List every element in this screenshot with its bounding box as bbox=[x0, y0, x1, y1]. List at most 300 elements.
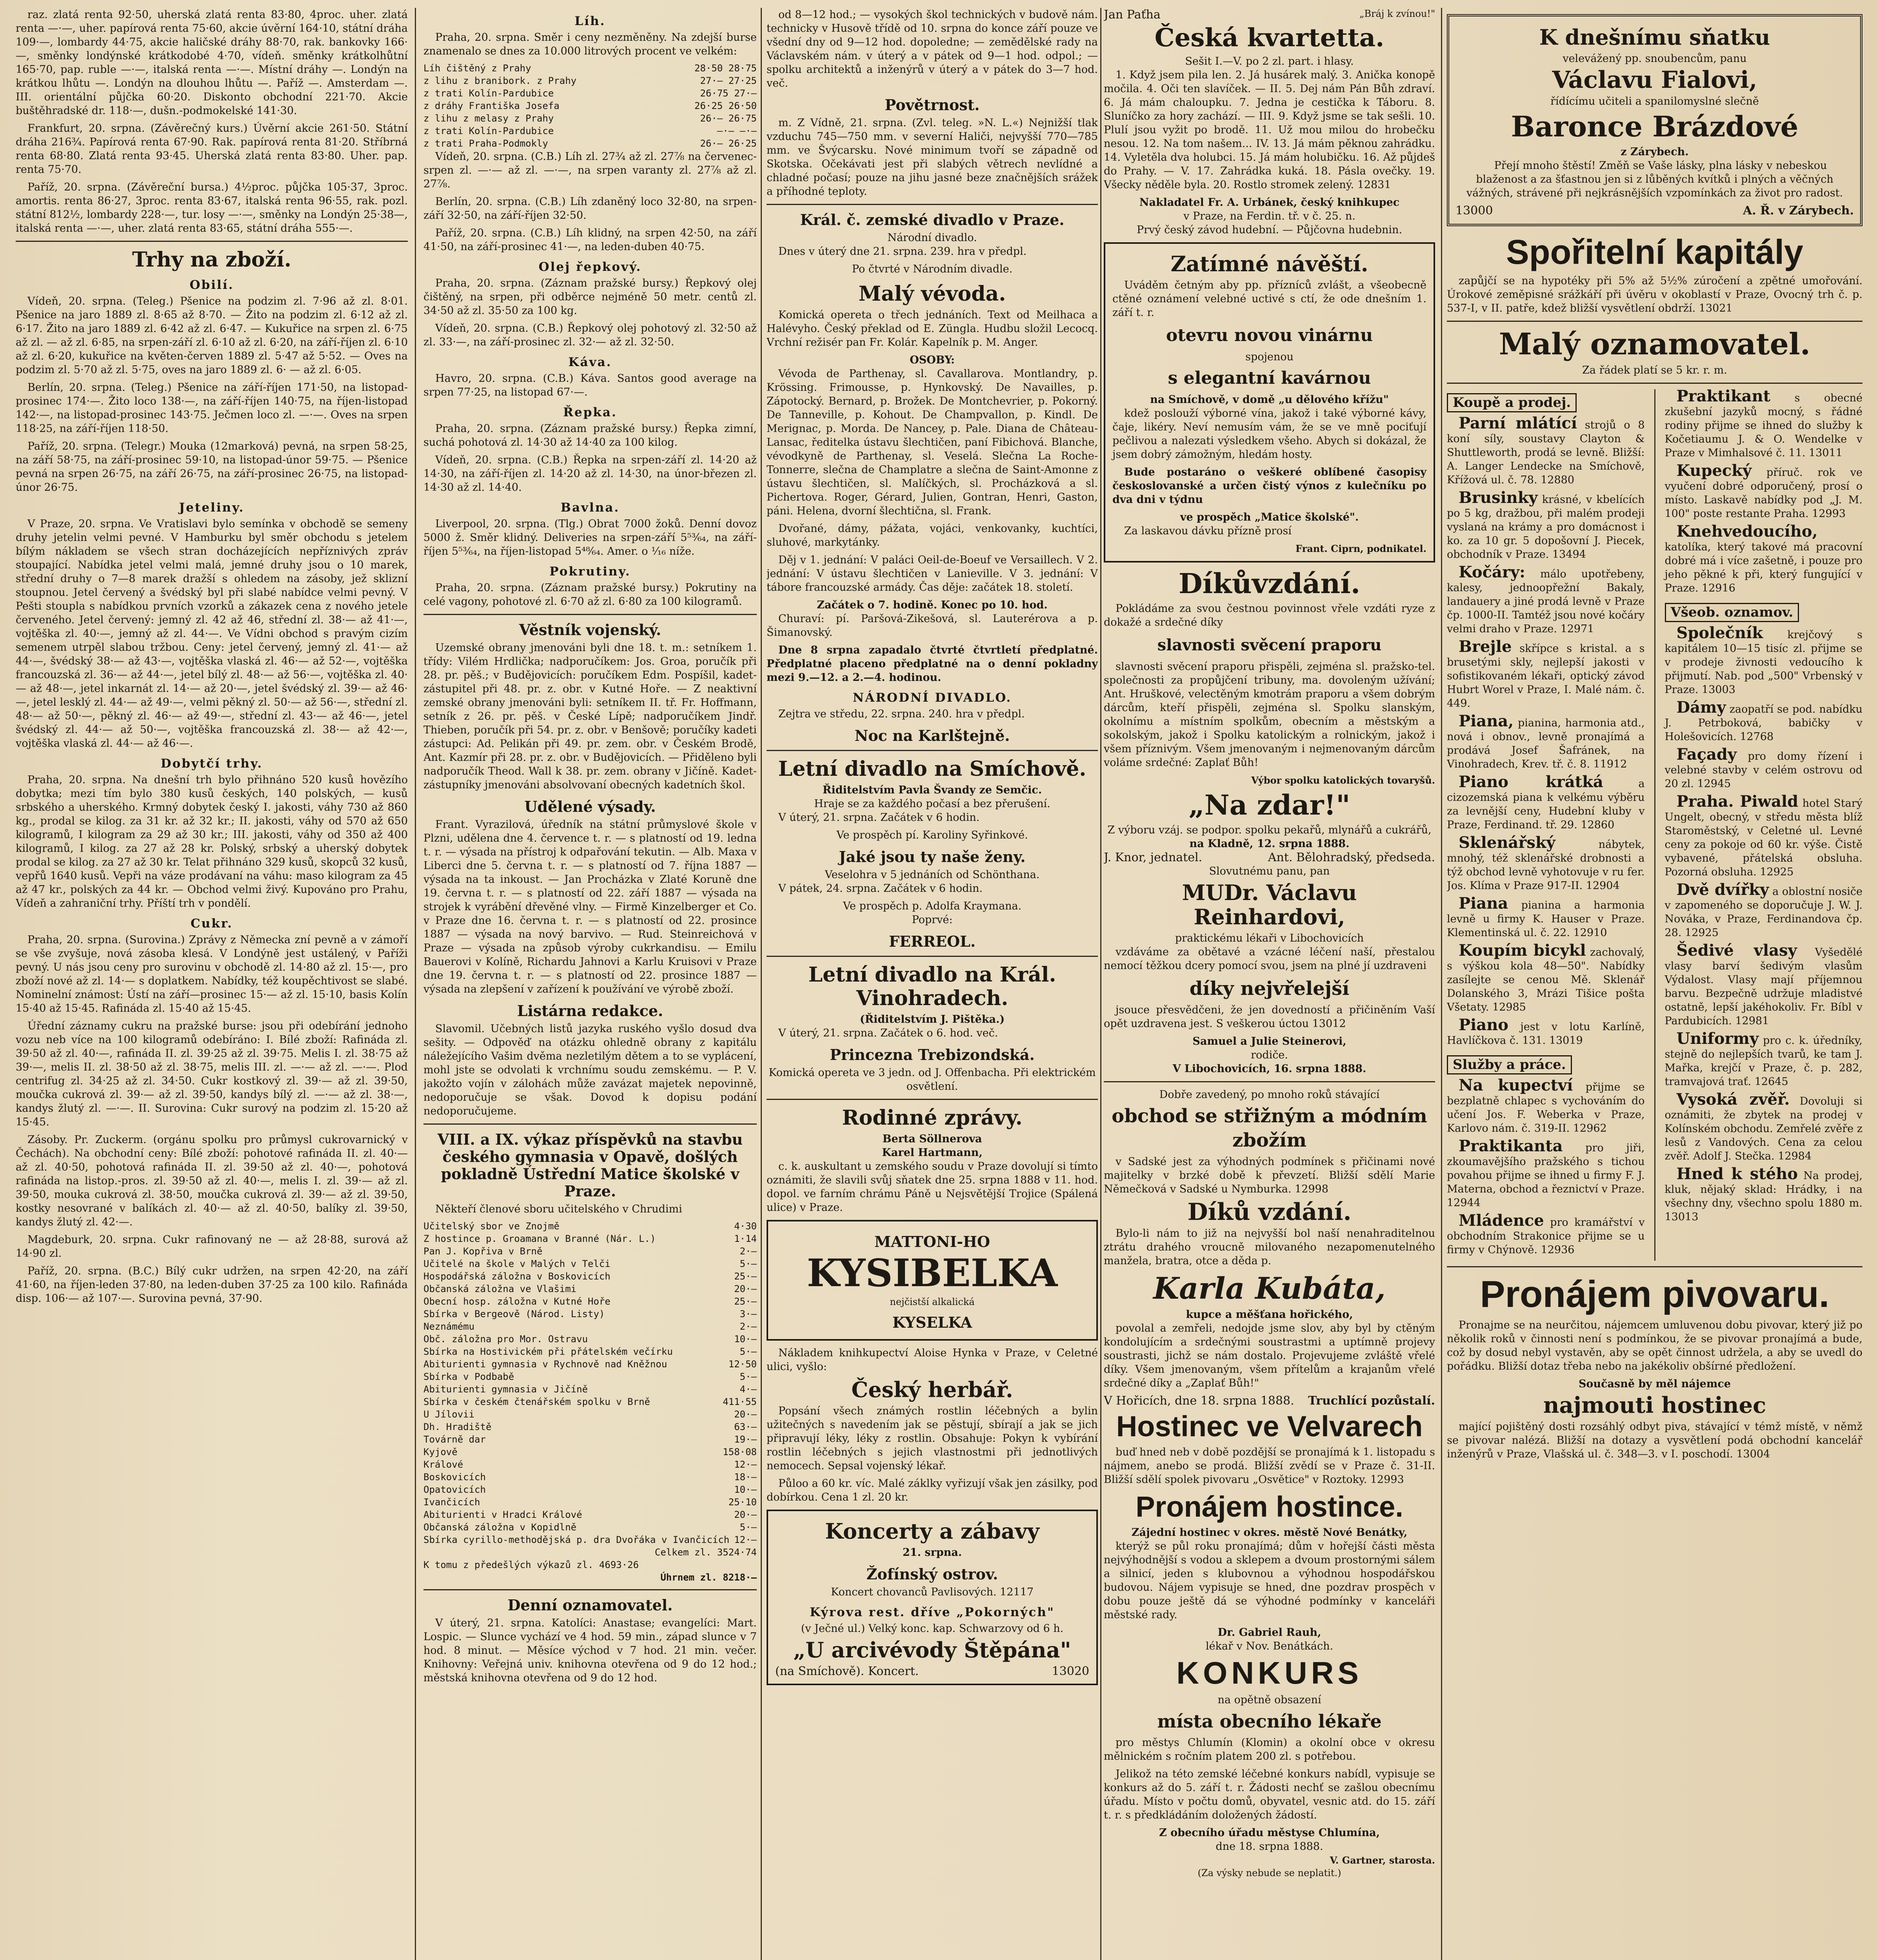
classified-text: strojů o 8 koní síly, soustavy Clayton & Shuttleworth, prodá se levně. Bližší: A. Langer Lendecke na Smíchově, Křížová ul. č. 78. 12880 bbox=[1447, 419, 1645, 486]
column-rule bbox=[1100, 8, 1101, 1960]
donation-totals bbox=[423, 1546, 757, 1584]
play-title: FERREOL. bbox=[889, 933, 976, 950]
program-date: V úterý, 21. srpna. Začátek v 6 hodin. bbox=[778, 811, 980, 824]
market-report: Vídeň, 20. srpna. (C.B.) Řepkový olej pohotový zl. 32·50 až zl. 33·—, na září-prosinec zl. 32·— až zl. 32·50. bbox=[423, 322, 757, 348]
ad-number: 13000 bbox=[1455, 204, 1493, 218]
market-report: Praha, 20. srpna. (Záznam pražské bursy.) Řepkový olej čištěný, na srpen, při odběrce nejméně 50 metr. centů zl. 34·50 až zl. 35·50 za 100 kg. bbox=[423, 277, 757, 317]
market-report: Praha, 20. srpna. Na dnešní trh bylo přihnáno 520 kusů hovězího dobytka; mezi tím bylo 380 kusů českých, 140 polských, — kusů srbského a uherského. Krmný dobytek český I. jakosti, váhy 730 až 860 kg., prodal se kilog. za 31 kr. až 32 kr.; II. jakosti, váhy od 570 až 650 kilogramů, I kilogram za 29 až 30 kr.; III. jakosti, váhy od 350 až 400 kilogramů, I kilog. za 27 až 28 kr. Polský, srbský a uherský dobytek prodal se kilog. za 27 až 30 kr. Telat přihnáno 329 kusů, skopců 32 kusů, vepřů 1640 kusů. Vepři na váze prodávaní na váhu: maso kilogram za 45 až 47 kr., polských za 44 kr. — Obchod velmi živý. Kupováno pro Prahu, Vídeň a zahraniční trhy. Příští trh v pondělí. bbox=[16, 774, 408, 909]
table-row bbox=[423, 1283, 757, 1295]
row-label: Občanská záložna v Kopidlně bbox=[423, 1522, 577, 1533]
signatures-row bbox=[1104, 1394, 1435, 1408]
table-row bbox=[423, 1345, 757, 1358]
note: Dne 8 srpna zapadalo čtvrté čtvrtletí předplatné. Předplatné placeno předplatné na o denní pokladny mezi 9.—12. a 2.—4. hodinou. bbox=[767, 644, 1098, 684]
row-label: Z hostince p. Groamana v Branné (Nár. L.) bbox=[423, 1233, 656, 1244]
row-label: Sbírka v Bergeově (Národ. Listy) bbox=[423, 1308, 605, 1319]
row-values: 1·14 bbox=[734, 1233, 757, 1244]
ad-headline: najmouti hostinec bbox=[1543, 1392, 1766, 1418]
row-label: Sbírka v Podbabě bbox=[423, 1371, 514, 1382]
classified bbox=[1447, 775, 1645, 832]
section-title: Povětrnost. bbox=[885, 96, 980, 114]
classified-label: Piano bbox=[1459, 1016, 1508, 1034]
row-label: Dh. Hradiště bbox=[423, 1421, 492, 1432]
row-label: Občanská záložna ve Vlašimi bbox=[423, 1283, 577, 1294]
cast-heading: OSOBY: bbox=[910, 354, 955, 366]
ad-title: Díků vzdání. bbox=[1187, 1198, 1352, 1226]
ad-text: vzdáváme za obětavé a vzácné léčení naší, přestalou nemocí těžkou dcery pomocí svou, jsem na plné jí uzdraveni bbox=[1104, 946, 1435, 972]
subsection-title: Káva. bbox=[568, 355, 612, 369]
classified-label: Společník bbox=[1676, 624, 1763, 642]
row-values: 10·— bbox=[734, 1334, 757, 1345]
classified-label: Praktikanta bbox=[1459, 1137, 1563, 1155]
classified-text: krásné, v kbelících po 5 kg, dražbou, při malém prodeji vyslaná na krámy a pro domácnost i ko. za 10 gr. 5 dopošovní J. Piecek, obchodník v Praze. 13494 bbox=[1447, 494, 1645, 561]
ad-text: na opětně obsazení bbox=[1217, 1694, 1321, 1706]
cast-list: Dvořané, dámy, pážata, vojáci, venkovanky, kuchtíci, sluhové, markytánky. bbox=[767, 523, 1098, 548]
program-date: Zejtra ve středu, 22. srpna. 240. hra v předpl. bbox=[778, 708, 1025, 720]
ad-signature: Frant. Ciprn, podnikatel. bbox=[1295, 543, 1426, 554]
row-values: 26·25 26·50 bbox=[694, 100, 757, 111]
ad-signature: Truchlící pozůstalí. bbox=[1308, 1394, 1435, 1408]
classified-label: Brusinky bbox=[1459, 488, 1538, 507]
row-values: 3·— bbox=[740, 1308, 757, 1319]
column-classifieds bbox=[1447, 8, 1862, 1960]
row-values: 26·75 27·— bbox=[700, 88, 757, 99]
classified-text: s obecné zkušební jazyků mocný, s řádné rodiny přijme se ihned do služby k Kočetiaumu J. & O. Wendelke v Praze v Mimhalsové č. 11. 13011 bbox=[1664, 392, 1862, 459]
ad-product-sub: KYSELKA bbox=[892, 1314, 972, 1331]
ad-name: Karla Kubáta, bbox=[1153, 1271, 1386, 1306]
total-line: Celkem zl. 3524·74 bbox=[654, 1547, 757, 1558]
ad-headline: obchod se střižným a módním zbožím bbox=[1112, 1105, 1427, 1151]
separator bbox=[767, 204, 1098, 205]
ad-text: 1. Když jsem pila len. 2. Já husárek malý. 3. Anička konopě močila. 4. Oči ten slavíček. — II. 5. Dej nám Pán Bůh zdraví. 6. Já mám chaloupku. 7. Jedna je cestička k Táboru. 8. Sluníčko za hory zachází. — III. 9. Když jsme se tak sešli. 10. Plulí jsou vyžit po brodě. 11. Už mou milou do hrobečku nesou. 12. Na tom našem... IV. 13. Já mám pěknou zahrádku. 14. Vyletěla dva holubci. 15. Já mám holubičku. 16. Až půjdeš do Prahy. — V. 17. Zahrádka kuká. 18. Pásla ovečky. 19. Všecky něděle byla. 20. Rostlo stromek zelený. 12831 bbox=[1104, 69, 1435, 191]
classified-label: Sklenářský bbox=[1459, 833, 1555, 852]
classified-label: Dvě dvířky bbox=[1676, 880, 1769, 899]
classified bbox=[1665, 389, 1863, 460]
classified bbox=[1447, 1018, 1645, 1047]
ad-signature: A. Ř. v Zárybech. bbox=[1743, 204, 1854, 218]
column-rule bbox=[1654, 389, 1655, 1261]
classified-label: Kupecký bbox=[1676, 461, 1752, 480]
row-label: Abiturienti gymnasia v Jičíně bbox=[423, 1384, 588, 1395]
classified bbox=[1664, 745, 1863, 791]
classified-text: hotel Starý Ungelt, obecný, v středu města blíž Staroměstský, v Celetné ul. Levné ceny za pokoje od 60 kr. výše. Čistě vybavené, přátelská obsluha. Pozorná obsluha. 12925 bbox=[1664, 797, 1862, 878]
column-rule bbox=[1441, 8, 1442, 1960]
subtitle: Národní divadlo. bbox=[887, 232, 977, 244]
row-label: z trati Kolín-Pardubice bbox=[423, 88, 554, 99]
play-description: Komická opereta ve 3 jedn. od J. Offenbacha. Při elektrickém osvětlení. bbox=[769, 1067, 1096, 1093]
ad-signature: rodiče. bbox=[1251, 1049, 1288, 1061]
venue: Žofínský ostrov. bbox=[866, 1565, 998, 1583]
ad-text: Bude postaráno o veškeré oblíbené časopisy českoslovanské a určen čistý výnos z kulečníku po dva dni v týdnu bbox=[1112, 466, 1426, 506]
ad-text: Pronajme se na neurčitou, nájemcem umluvenou dobu pivovar, který již po několik roků v činnosti není s podmínkou, že se pivovar pronajímá a bude, což by dosud nebyl vystavěn, aby se opět činnost udržela, a aby se uvedl do pořádku. Bližší dotaz třeba nebo na jakékoliv obšírné předložení. bbox=[1447, 1319, 1862, 1372]
market-report: Praha, 20. srpna. Směr i ceny nezměněny. Na zdejší burse znamenalo se dnes za 10.000 litrových procent ve velkém: bbox=[423, 31, 757, 57]
table-row bbox=[423, 1370, 757, 1383]
ad-text: řídícímu učiteli a spanilomyslné slečně bbox=[1550, 95, 1759, 107]
row-values: 20·— bbox=[734, 1509, 757, 1520]
separator bbox=[767, 1099, 1098, 1100]
row-label: z trati Kolín-Pardubice bbox=[423, 125, 554, 136]
classified-text: pianina a harmonia levně u firmy K. Hauser v Praze. Klementinská ul. č. 22. 12910 bbox=[1447, 899, 1645, 939]
ad-text: slavnosti svěcení praporu přispěli, zejména sl. pražsko-tel. společnosti za propůjčení tribuny, ma. dovoleným užívání; Ant. Hruškové, velectěným kmotrám praporu a všem dobrým dárcům, kteří přispěli, zejména sl. Spolku slanským, okolnímu a místním spolkům, obecním a městským a sokolským, jakož i Spolku katolickým a rolnickým, jakož i všem příznivým. Všem jmenovaným i nejmenovaným dárcům voláme srdečné: Zaplať Bůh! bbox=[1104, 661, 1435, 769]
article-text: Uzemské obrany jmenováni byli dne 18. t. m.: setníkem 1. třídy: Vilém Hrdlička; nadporučíkem: Jos. Groa, poručík při 28. pr. pěš.; v Budějovicích: poručíkem Edm. Pospíšil, kadet-zástupitel při 48. pr. z. obr. v Kutné Hoře. — Z neaktivní zemské obrany jmenováni byli: setníkem II. tř. Fr. Hoffmann, setník z 26. pr. pěš. v České Lípě; nadporučíkem Jindř. Thieben, poručík při 54. pr. z. obr. v Benšově; poručíky kadeti zástupci: Ad. Pelikán při 49. pr. zem. obr. v Českém Brodě, Ant. Kazmír při 28. pr. z. obr. v Budějovicích. — Přiděleno byli nadporučík Theod. Wall k 38. pr. zem. obrany v Jičíně. Kadet-zástupníky jmenováni absolvovaní obecných kadetních škol. bbox=[423, 642, 757, 791]
row-values: 5·— bbox=[740, 1371, 757, 1382]
table-row bbox=[423, 1446, 757, 1458]
note: Churaví: pí. Paršová-Zikešová, sl. Lauterérova a p. Šimanovský. bbox=[767, 613, 1098, 639]
row-values: 12·50 bbox=[728, 1359, 757, 1370]
market-report: Vídeň, 20. srpna. (Teleg.) Pšenice na podzim zl. 7·96 až zl. 8·01. Pšenice na jaro 1889 zl. 8·65 až 8·70. — Žito na podzim zl. 6·12 až zl. 6·17. Žito na jaro 1889 zl. 6·42 až zl. 6·47. — Kukuřice na srpen zl. 6·75 až zl. — až zl. 6·85, na srpen-září zl. 6·10 až zl. 6·20, na září-říjen zl. 6·10 až zl. 6·20, kukuřice na květen-červen 1889 zl. 5·47 až 5·52. — Oves na podzim zl. 5·70 až zl. 5·75, oves na jaro 1889 zl. 6· — až zl. 6·05. bbox=[16, 295, 408, 376]
ad-sub: kupce a měšťana hořického, bbox=[1186, 1308, 1353, 1321]
separator bbox=[1447, 1266, 1862, 1267]
exchange-report: raz. zlatá renta 92·50, uherská zlatá renta 83·80, 4proc. uher. zlatá renta —·—, uher. papírová renta 75·60, akcie úvěrní 164·10, státní dráha 109·—, lombardy 44·75, akcie haličské dráhy 88·70, rak. bankovky 166·—, směnky londýnské krátkodobé 4·70, vídeň. směnky krátkolhůtní 165·70, pap. ruble —·—, italská renta —·—. Místní dráhy —. Londýn na krátkou lhůtu —. Londýn na dlouhou lhůtu —. Paříž —. Amsterdam —. III. orientální půjčka 60·20. Diskonto obchodní 221·70. Akcie buštěhradské dr. 118·—, dušn.-podmokelské 141·30. bbox=[16, 9, 408, 117]
classified-label: Koupím bicykl bbox=[1459, 941, 1586, 960]
section-title: Malý oznamovatel. bbox=[1499, 327, 1811, 361]
row-label: z trati Praha-Podmokly bbox=[423, 138, 548, 149]
table-row bbox=[423, 1483, 757, 1496]
column-rule bbox=[761, 8, 762, 1960]
cast-list: Vévoda de Parthenay, sl. Cavallarova. Montlandry, p. Krössing. Frimousse, p. Hynkovský. De Navailles, p. Zápotocký. Bernard, p. Brožek. De Montchevrier, p. Pokorný. De Tanneville, p. Kohout. De Champvallon, p. Kindl. De Merignac, p. Morda. De Nancey, p. Pale. Diana de Château-Lansac, ředitelka ústavu šlechtičen, paní Fibichová. Blanche, vévodkyně de Parthenay, sl. Veselá. Slečna La Roche-Tonnerre, slečna de Champlatre a slečna de Saint-Amonne z ústavu šlechtičen, sl. Malíčkých, sl. Procházková a sl. Pichertova. Roger, Gérard, Julien, Gontran, Henri, Gaston, páni. Helena, dvorní šlechtična, sl. Frank. bbox=[767, 368, 1098, 517]
classified bbox=[1664, 698, 1863, 744]
table-row bbox=[423, 137, 757, 150]
ad-title: Pronájem hostince. bbox=[1136, 1490, 1403, 1523]
concerts-date: 21. srpna. bbox=[902, 1546, 962, 1559]
article-text: Slavomil. Učebných listů jazyka ruského vyšlo dosud dva sešity. — Odpověď na otázku ohledně obrany z kapitálu náležejícího Vašim dvěma nezletilým dětem a to se vyplácení, mohl jste se odvolati k vrchnímu soudu zemskému. — P. V. jakožto vojín v zálohách může zavázat majetek nepovinně, nedoporučuje se však. Dovod k dopisu podání nedoporučujeme. bbox=[423, 1023, 757, 1117]
row-values: 63·— bbox=[734, 1421, 757, 1432]
column-rule bbox=[415, 8, 416, 1960]
category-label: Služby a práce. bbox=[1447, 1055, 1572, 1074]
classified bbox=[1664, 1029, 1863, 1089]
ad-signature: Samuel a Julie Steinerovi, bbox=[1192, 1035, 1346, 1047]
ad-text: Jelikož na této zemské léčebné konkurs nabídl, vypisuje se konkurs až do 5. září t. r. Žádosti nechť se zašlou obecnímu úřadu. Místo v počtu domů, obyvatel, vesnic atd. do 15. září t. r. s předkládáním doložených žádostí. bbox=[1104, 1768, 1435, 1821]
theatre-title: Letní divadlo na Smíchově. bbox=[778, 757, 1087, 781]
table-row bbox=[423, 1308, 757, 1320]
table-row bbox=[423, 62, 757, 74]
classified-label: Brejle bbox=[1459, 637, 1512, 656]
market-report: Berlín, 20. srpna. (Teleg.) Pšenice na září-říjen 171·50, na listopad-prosinec 174·—. Žito loco 138·—, na září-říjen 140·75, na říjen-listopad 142·—, na listopad-prosinec 143·75. Ječmen loco zl. —·—. Oves na srpen 118·25, na září-říjen 118·50. bbox=[16, 381, 408, 435]
classified bbox=[1447, 488, 1645, 561]
market-report: Magdeburk, 20. srpna. Cukr rafinovaný ne — až 28·88, surová až 14·90 zl. bbox=[16, 1234, 408, 1259]
row-values: 28·50 28·75 bbox=[694, 63, 757, 74]
note: Ve prospěch p. Adolfa Kraymana. bbox=[843, 900, 1022, 912]
row-label: Učitelé na škole v Malých v Telči bbox=[423, 1258, 611, 1269]
play-title: Princezna Trebizondská. bbox=[830, 1046, 1035, 1063]
table-row bbox=[423, 74, 757, 87]
ad-signature: Výbor spolku katolických tovaryšů. bbox=[1251, 775, 1435, 786]
classified-text: pro domy řízení i velebné stavby v celém ostrovu od 20 zl. 12945 bbox=[1664, 750, 1862, 790]
ad-headline: díky nejvřelejší bbox=[1189, 978, 1350, 1000]
table-row bbox=[423, 1408, 757, 1421]
section-title: Listárna redakce. bbox=[517, 1002, 663, 1020]
classified bbox=[1665, 524, 1863, 595]
row-label: Sbírka cyrillo-methodějská p. dra Dvořáka v Ivančicích bbox=[423, 1534, 730, 1545]
classified-label: Na kupectví bbox=[1459, 1076, 1573, 1094]
row-values: 2·— bbox=[740, 1246, 757, 1257]
classified-text: pro c. k. úředníky, stejně do nejlepších tvarů, ke tam J. Mařka, krejčí v Praze, č. p. 282, tramvajová trať. 12645 bbox=[1664, 1034, 1862, 1088]
ad-text: Dobře zavedený, po mnoho roků stávající bbox=[1159, 1089, 1380, 1101]
play-description: Děj v 1. jednání: V paláci Oeil-de-Boeuf ve Versaillech. V 2. jednání: V ústavu šlechtičen v Lanieville. V 3. jednání: V tábore francouzské armády. Čas děje: začátek 18. století. bbox=[767, 554, 1098, 593]
market-report: V Praze, 20. srpna. Ve Vratislavi bylo semínka v obchodě se semeny druhy jetelin velmi pevné. V Hamburku byl směr obchodu s jetelem bílým nákladem se všech stran docházejících nepříznivých zpráv stoupající. Nabídka jetel velmi malá, jemné druhy jsou o 10 marek, střední druhy o 7—8 marek dražší s ohledem na zásoby, jež sklizní stoupnou. Jetel červený a švédský byl při slabé nabídce velmi pevný. V Pešti stoupla s nabídkou prvních vzorků a zákazek cena z nového jetele červeného. Jetel červený: jemný zl. 42 až 46, střední zl. 38·— až 41·—, vojtěška zl. 40·—, jemný až zl. 44·—. Ve Vídni obchod s pravým cizím semenem utrpěl slabou tržbou. Ceny: jetel červený, jemný zl. 41·— až 44·—, švédský 38·— až 43·—, vojtěška vlaská zl. 46·— až 52·—, vojtěška francouzská zl. 36·— až 44·—, jetel bílý zl. 48·— až 56·—, vojtěška zl. 40·— až 48·—, jetel inkarnát zl. 14·— až 20·—, jetel švédský zl. 39·— až 46·—, jetel lesklý zl. 44·— až 49·—, velmi pěkný zl. 50·— až 56·—, střední zl. 48·— až 50·—, pěkný zl. 46·— až 49·—, střední zl. 43·— až 46·—, jetel švédský zl. 44·— až 50·—, vojtěška francouzská zl. 38·— až 42·—, vojtěška vlaská zl. 44·— až 46·—. bbox=[16, 518, 408, 750]
table-row bbox=[423, 1358, 757, 1370]
venue-note: (na Smíchově). Koncert. bbox=[775, 1664, 919, 1678]
section-title: NÁRODNÍ DIVADLO. bbox=[852, 691, 1012, 705]
market-report: Paříž, 20. srpna. (B.C.) Bílý cukr udržen, na srpen 42·20, na září 41·60, na říjen-leden 37·80, na leden-duben 37·25 za 100 kilo. Rafináda disp. 106·— až 107·—. Surovina pevná, 37·90. bbox=[16, 1265, 408, 1305]
classified-label: Piano krátká bbox=[1459, 773, 1603, 791]
row-values: 4·— bbox=[740, 1384, 757, 1395]
ad-number: 13020 bbox=[1052, 1664, 1089, 1678]
table-row bbox=[423, 125, 757, 137]
ad-text: kdež poslouží výborné vína, jakož i také výborné kávy, čaje, likéry. Neví nemusím vám, že se ve mně pociťují pečlivou a nalezati výsledkem všeho. Abych si dokázal, že jsem dobrý zámožným, hledám hosty. bbox=[1112, 407, 1426, 461]
row-values: 10·— bbox=[734, 1484, 757, 1495]
classified-label: Knehvedoucího, bbox=[1676, 522, 1818, 541]
row-label: Líh čištěný z Prahy bbox=[423, 63, 531, 74]
program-date: V úterý, 21. srpna. Začátek o 6. hod. več. bbox=[778, 1027, 998, 1039]
classified-label: Piana bbox=[1459, 894, 1508, 913]
subsection-title: Cukr. bbox=[191, 916, 233, 931]
market-report: Havro, 20. srpna. (C.B.) Káva. Santos good average na srpen 77·25, na listopad 67·—. bbox=[423, 372, 757, 398]
classified-label: Praha. Piwald bbox=[1676, 792, 1799, 811]
row-label: z dráhy Františka Josefa bbox=[423, 100, 560, 111]
row-values: 2·— bbox=[740, 1321, 757, 1332]
column-commodities bbox=[423, 8, 757, 1960]
row-label: Ivančicích bbox=[423, 1497, 480, 1508]
classified bbox=[1447, 1211, 1645, 1257]
table-row bbox=[423, 100, 757, 112]
row-label: U Jílovii bbox=[423, 1409, 475, 1420]
market-report: Berlín, 20. srpna. (C.B.) Líh zdaněný loco 32·80, na srpen-září 32·50, na září-říjen 32·50. bbox=[423, 196, 757, 221]
classified bbox=[1664, 1090, 1863, 1163]
separator bbox=[1447, 383, 1862, 384]
classified bbox=[1447, 894, 1645, 940]
separator bbox=[423, 1123, 757, 1125]
classified-text: pro kramářství v obchodním Strakonice přijme se u firmy v Chýnově. 12936 bbox=[1447, 1216, 1645, 1256]
classifieds-grid bbox=[1447, 389, 1862, 1261]
publisher-note: Prvý český závod hudební. — Půjčovna hudebnin. bbox=[1136, 224, 1403, 236]
venue: Kýrova rest. dříve „Pokorných" bbox=[810, 1605, 1055, 1619]
separator bbox=[1447, 321, 1862, 322]
section-title: Udělené výsady. bbox=[524, 798, 656, 815]
ad-address: na Smíchově, v domě „u dělového křížu" bbox=[1150, 394, 1389, 406]
publisher: Nakladatel Fr. A. Urbánek, český knihkupec bbox=[1139, 196, 1400, 209]
row-values: 4·30 bbox=[734, 1221, 757, 1232]
family-name: Berta Söllnerova bbox=[882, 1133, 982, 1145]
price-table bbox=[423, 62, 757, 150]
classified-label: Piana, bbox=[1459, 712, 1514, 730]
market-report: Praha, 20. srpna. (Surovina.) Zprávy z Německa zní pevně a v zámoří se vše zvyšuje, nová zásoba klesá. V Londýně jest ustálený, v Paříži pevný. U nás jsou ceny pro surovinu v obchodě zl. 14·80 až zl. 15·—, pro zboží nové až zl. 14·— s doplatkem. Nabídky, též koupěchtivost se slabé. Nominelní známost: Ústí na září—prosinec 15·— až zl. 15·10, basis Kolín 15·40 až 15·45. Rafináda zl. 15·40 až 15·45. bbox=[16, 934, 408, 1014]
row-values: 12·— bbox=[734, 1459, 757, 1470]
article-text: od 8—12 hod.; — vysokých škol technických v budově nám. technicky v Husově třídě od 10. srpna do konce září pouze ve všední dny od 9—12 hod. dopoledne; — zemědělské rady na Václavském nám. v úterý a v pátek od 9—1 hod. odpol.; — spolku architektů a inženýrů v úterý a v pátek do 3—7 hod. več. bbox=[767, 9, 1098, 89]
market-report: Vídeň, 20. srpna. (C.B.) Řepka na srpen-září zl. 14·20 až 14·30, na září-říjen zl. 14·20 až zl. 14·30, na únor-březen zl. 14·30 až zl. 14·40. bbox=[423, 454, 757, 494]
table-row bbox=[423, 1458, 757, 1471]
classified-label: Vysoká zvěř. bbox=[1676, 1090, 1790, 1109]
market-report: Praha, 20. srpna. (Záznam pražské bursy.) Pokrutiny na celé vagony, pohotové zl. 6·70 až zl. 6·80 za 100 kilogramů. bbox=[423, 582, 757, 608]
ad-text: kterýž se půl roku pronajímá; dům v hořejší části města nejvýhodnější s vodou a sklepem a dvoum prostornými sálem a silnicí, jeden s klubovnou a výhodnou hospodářskou budovou. Nájem vypisuje se hned, dne pozdrav prospěch v dobu pouze ještě dá se výhodné podmínky v kanceláři městské rady. bbox=[1104, 1540, 1435, 1621]
row-values: 12·— bbox=[734, 1534, 757, 1545]
wedding-notice bbox=[1447, 14, 1862, 226]
ad-headline: místa obecního lékaře bbox=[1157, 1711, 1382, 1732]
ad-text: v Sadské jest za výhodných podmínek s přičinami nové majitelky v brzké době k převzetí. Bližší sdělí Marie Němečková v Sadské u Nymburka. 12998 bbox=[1104, 1156, 1435, 1195]
ad-headline: otevru novou vinárnu bbox=[1166, 325, 1373, 345]
classified bbox=[1447, 416, 1645, 487]
ad-title: KONKURS bbox=[1176, 1655, 1363, 1690]
ad-text: Z výboru vzáj. se podpor. spolku pekařů, mlynářů a cukrářů, bbox=[1107, 824, 1432, 836]
section-title: Věstník vojenský. bbox=[519, 621, 661, 639]
row-values: 27·— 27·25 bbox=[700, 75, 757, 86]
article-text: Frant. Vyrazilová, úředník na státní průmyslové škole v Plzni, udělena dne 4. července t. r. — s platností od 19. ledna t. r. — výsada na přístroj k odpařování tekutin. — Alb. Maxa v Liberci dne 5. června t. r. — s platností od 7. října 1887 — výsada na ta inkoust. — Jan Procházka v Zlaté Koruně dne 19. června t. r. — s platností od 22. září 1887 — výsada na strojek k vyrábění dřevěné vlny. — Firmě Kinzelberger et Co. v Praze dne 16. června t. r. — s platností od 22. prosince 1887 — výsada na nový barvivo. — Rud. Steinreichová v Praze — výsada na způsob výroby cukrkandisu. — Emilu Bauerovi v Kolíně, Richardu Jahnovi a Karlu Kruisovi v Praze dne 19. června t. r. — s platností od 22. prosince 1887 — výsada na zlepšení v zařízení k používání ve výrobě zboží. bbox=[423, 818, 757, 995]
classified-label: Hned k stého bbox=[1676, 1165, 1798, 1183]
play-description: Komická opereta o třech jednáních. Text od Meilhaca a Halévyho. Český překlad od E. Züngla. Hudbu složil Lecocq. Vrchní režisér pan Fr. Kolár. Kapelník p. M. Anger. bbox=[767, 309, 1098, 348]
classified-label: Mládence bbox=[1459, 1211, 1544, 1230]
concerts-title: Koncerty a zábavy bbox=[825, 1519, 1039, 1544]
ad-tagline: nejčistší alkalická bbox=[890, 1296, 975, 1307]
market-report: Praha, 20. srpna. (Záznam pražské bursy.) Řepka zimní, suchá pohotová zl. 14·30 až 14·40 za 100 kilog. bbox=[423, 423, 757, 448]
category-label: Koupě a prodej. bbox=[1447, 393, 1577, 412]
category-label: Všeob. oznamov. bbox=[1665, 603, 1799, 622]
table-row bbox=[423, 1220, 757, 1232]
row-label: Hospodářská záložna v Boskovicích bbox=[423, 1271, 611, 1282]
publisher-address: v Praze, na Ferdin. tř. v č. 25. n. bbox=[1183, 210, 1356, 222]
note: Hraje se za každého počasí a bez přerušení. bbox=[814, 798, 1050, 810]
exchange-report: Paříž, 20. srpna. (Závěreční bursa.) 4½proc. půjčka 105·37, 3proc. amortis. renta 86·27, 3proc. renta 83·67, italská renta 96·55, rak. pozl. státní 812½, lombardy 228·—, tur. losy —·—, směnky na Londýn 25·38—, italská renta —·—, uher. zlatá renta 83·65, státní dráha 555·—. bbox=[16, 181, 408, 234]
separator bbox=[1104, 1081, 1435, 1082]
classified bbox=[1447, 1139, 1645, 1210]
total-line: Úhrnem zl. 8218·— bbox=[660, 1572, 757, 1583]
ad-text: ve prospěch „Matice školské". bbox=[1180, 511, 1359, 523]
ad-brand: MATTONI-HO bbox=[874, 1233, 990, 1250]
table-row bbox=[423, 1534, 757, 1546]
classified-text: jest v lotu Karlíně, Havlíčkova č. 131. 13019 bbox=[1447, 1021, 1645, 1047]
signatures-row bbox=[1455, 204, 1854, 218]
section-title: Denní oznamovatel. bbox=[507, 1596, 673, 1614]
total-line: K tomu z předešlých výkazů zl. 4693·26 bbox=[423, 1559, 639, 1570]
table-row bbox=[423, 1333, 757, 1345]
classified-text: pianina, harmonia atd., nová i obnov., levně pronajímá a prodává Josef Šafránek, na Vinohradech, Krev. tř. č. 8. 11912 bbox=[1447, 717, 1645, 770]
classified-text: skřípce s kristal. a s brusetými skly, nejlepší jakosti v sofistikovaném lékaři, optický závod Hubrt Worel v Praze, I. Malé nám. č. 449. bbox=[1447, 642, 1645, 710]
theatre-title: Letní divadlo na Král. Vinohradech. bbox=[808, 963, 1056, 1010]
ad-title: „Na zdar!" bbox=[1188, 789, 1350, 821]
ad-text: Uváděm četným aby pp. přízníců zvlášt, a všeobecně ctěné oznámení velebné uctivé s ctí, že ode dnešním 1. září t. r. bbox=[1112, 279, 1426, 319]
classified-text: krejčový s kapitálem 10—15 tisíc zl. přijme se v prodeje živnosti vedoucího k přijmutí. Nab. pod „500" Vrbenský v Praze. 13003 bbox=[1664, 629, 1862, 696]
classified bbox=[1664, 461, 1863, 521]
venue-note: Koncert chovanců Pavlisových. 12117 bbox=[831, 1586, 1034, 1598]
table-row bbox=[423, 1421, 757, 1433]
play-title: Malý vévoda. bbox=[858, 282, 1006, 306]
row-label: Sbírka na Hostivickém při přátelském večírku bbox=[423, 1346, 673, 1357]
ad-text: Přejí mnoho štěstí! Změň se Vaše lásky, plna lásky v nebeskou blaženost a za šťastnou jen si z lůběných kvítků i plných a věčných vážných, strávené při nejkrásnějších vzpomínkách za život pro radost. bbox=[1466, 160, 1843, 199]
ad-title: Hostinec ve Velvarech bbox=[1116, 1410, 1423, 1443]
section-sub: Za řádek platí se 5 kr. r. m. bbox=[1582, 364, 1727, 376]
column-markets bbox=[16, 8, 408, 1960]
classified bbox=[1447, 714, 1645, 771]
classified-text: a cizozemská piana k velkému výběru za levnější ceny, Hudební kluby v Praze, Ferdinand. tř. 29. 12860 bbox=[1447, 778, 1645, 831]
ad-text: na Kladně, 12. srpna 1888. bbox=[1189, 838, 1350, 850]
article-text: m. Z Vídně, 21. srpna. (Zvl. teleg. »N. L.«) Nejnižší tlak vzduchu 745—750 mm. v severní Haliči, nejvyšší 770—785 mm. ve Švýcarsku. Nové minimum tvoří se západně od Skotska. Očekávati jest při slabých větrech nevlídné a chladné počasí; pouze na jihu jasné beze značnějších srážek a příhodné teploty. bbox=[767, 117, 1098, 198]
table-row bbox=[423, 1295, 757, 1308]
ad-headline: Zájední hostinec v okres. městě Nové Benátky, bbox=[1131, 1526, 1408, 1539]
row-label: Učitelský sbor ve Znojmě bbox=[423, 1221, 560, 1232]
classified bbox=[1665, 626, 1863, 697]
table-row bbox=[423, 1396, 757, 1408]
ad-text: povolal a zemřeli, nedojde jsme slov, aby byl by ctěným kondolujícím a srdečnými soustrastmi a uptímně projevy soustrasti, jichž se nám dostalo. Projevujeme zvláště vřelé díky. Všem jmenovaným, všem přítelům a krajanům vřelé srdečné díky a „Zaplať Bůh!" bbox=[1104, 1322, 1435, 1389]
table-row bbox=[423, 1258, 757, 1270]
row-label: Továrně dar bbox=[423, 1434, 486, 1445]
ad-place-date: dne 18. srpna 1888. bbox=[1216, 1840, 1323, 1853]
note: Poprvé: bbox=[912, 914, 953, 926]
ad-note: „Bráj k zvínou!" bbox=[1359, 8, 1435, 19]
classified-text: a oblostní nosiče v zapomeného se doporučuje J. W. J. Nováka, v Praze, Ferdinandova čp. 28. 12925 bbox=[1664, 886, 1862, 939]
row-label: z lihu z branibork. z Prahy bbox=[423, 75, 577, 86]
ad-header-row bbox=[1104, 8, 1435, 22]
program-date: V pátek, 24. srpna. Začátek v 6 hodin. bbox=[778, 882, 983, 895]
separator bbox=[423, 614, 757, 615]
classified-text: Vyšedělé vlasy barví šedivým vlasům Výdalost. Vlasy mají příjemnou barvu. Bezpečně udržuje mladistvé ostatně, lepší jakéhokoliv. Fr. Bíbl v Pardubicích. 12981 bbox=[1664, 946, 1862, 1027]
ad-signature: J. Knor, jednatel. bbox=[1104, 851, 1203, 864]
row-values: 19·— bbox=[734, 1434, 757, 1445]
article-text: Někteří členové sboru učitelského v Chrudimi bbox=[435, 1203, 682, 1215]
ad-text: spojenou bbox=[1245, 351, 1294, 363]
market-report: Paříž, 20. srpna. (C.B.) Líh klidný, na srpen 42·50, na září 41·50, na září-prosinec 41·—, na leden-duben 40·75. bbox=[423, 227, 757, 253]
venue-note: (v Ječné ul.) Velký konc. kap. Schwarzovy od 6 h. bbox=[801, 1622, 1064, 1635]
ad-text: z Zárybech. bbox=[1621, 146, 1689, 158]
row-values: 25·10 bbox=[728, 1497, 757, 1508]
row-label: Neznámému bbox=[423, 1321, 475, 1332]
table-row bbox=[423, 1232, 757, 1245]
ad-text: Pokládáme za svou čestnou povinnost vřele vzdáti ryze z dokažé a srdečné díky bbox=[1104, 603, 1435, 628]
classified bbox=[1664, 941, 1863, 1028]
ad-text: Půloo a 60 kr. víc. Malé záklky vyřizují však jen zásilky, pod dobírkou. Cena 1 zl. 20 kr. bbox=[767, 1477, 1098, 1503]
classified-text: nábytek, mnohý, též sklenářské drobnosti a týž obchod levně vyhotovuje v ru fer. Jos. Klíma v Praze 917-II. 12904 bbox=[1447, 838, 1645, 892]
ad-text: jsouce přesvědčeni, že jen dovedností a přičiněním Vaší opět uzdravena jest. S veškerou úctou 13012 bbox=[1104, 1004, 1435, 1030]
classified bbox=[1447, 833, 1645, 893]
ad-text: mající pojištěný dosti rozsáhlý odbyt piva, stávající v témž místě, v němž se pivovar nalézá. Bližší na dotazy a vysvětlení podá obchodní kancelář inženýrů v Praze, Vlašská ul. č. 348—3. v I. poschodí. 13004 bbox=[1447, 1421, 1862, 1460]
wine-bar-ad bbox=[1104, 242, 1435, 563]
row-label: z lihu z melasy z Prahy bbox=[423, 113, 554, 124]
ad-title: Díkůvzdání. bbox=[1178, 567, 1361, 600]
classifieds-left bbox=[1447, 389, 1645, 1261]
classified-text: přijme se bezplatně chlapec s vychováním do učení Jos. F. Weberka v Praze, Karlovo nám. č. 319-II. 12962 bbox=[1447, 1081, 1645, 1134]
ad-title: Česká kvartetta. bbox=[1154, 23, 1385, 53]
ad-signature: Ant. Bělohradský, předseda. bbox=[1268, 851, 1435, 864]
table-row bbox=[423, 1471, 757, 1483]
classified bbox=[1664, 792, 1863, 879]
ad-text: Bylo-li nám to již na nejvyšší bol naší nenahraditelnou ztrátu drahého vroucně milovaného nezapomenutelného manžela, bratra, otce a děda p. bbox=[1104, 1227, 1435, 1267]
ad-sub: praktickému lékaři v Libochovicích bbox=[1175, 932, 1364, 944]
ad-signature: V. Gartner, starosta. bbox=[1330, 1855, 1435, 1866]
section-title: Král. č. zemské divadlo v Praze. bbox=[800, 211, 1065, 229]
signatures-row bbox=[1104, 851, 1435, 864]
ad-product: KYSIBELKA bbox=[807, 1251, 1058, 1295]
section-title: Trhy na zboží. bbox=[132, 248, 291, 272]
classified-text: zaopatří se pod. nabídku J. Petrboková, babičky v Holešovicích. 12768 bbox=[1664, 703, 1862, 743]
table-row bbox=[423, 1433, 757, 1446]
classified bbox=[1665, 1167, 1863, 1224]
concerts-box bbox=[767, 1510, 1098, 1685]
market-report: Vídeň, 20. srpna. (C.B.) Líh zl. 27¾ až zl. 27⅞ na červenec-srpen zl. —·— až zl. —·—, na srpen varanty zl. 27⅞ až zl. 27⅞. bbox=[423, 151, 757, 190]
classified-label: Uniformy bbox=[1676, 1029, 1759, 1048]
subsection-title: Obilí. bbox=[189, 278, 234, 292]
subtitle: Řiditelstvím Pavla Švandy ze Semčic. bbox=[822, 784, 1042, 796]
section-title: Rodinné zprávy. bbox=[842, 1106, 1023, 1130]
ad-text: pro městys Chlumín (Klomin) a okolní obce v okresu mělnickém s ročním platem 200 zl. s potřebou. bbox=[1104, 1737, 1435, 1762]
classifieds-right bbox=[1665, 389, 1863, 1261]
ad-name: Baronce Brázdové bbox=[1511, 110, 1799, 143]
row-values: 158·08 bbox=[723, 1446, 757, 1457]
ad-text: buď hned neb v době pozdější se pronajímá k 1. listopadu s nájmem, anebo se prodá. Bližší zvědí se v Praze č. 31-II. Bližší sdělí spolek pivovaru „Osvětice" v Roztoky. 12993 bbox=[1104, 1446, 1435, 1486]
row-label: Králové bbox=[423, 1459, 463, 1470]
venue-note-row bbox=[775, 1664, 1089, 1678]
ad-text: Za laskavou dávku přízně prosí bbox=[1124, 525, 1292, 537]
note: Po čtvrté v Národním divadle. bbox=[852, 263, 1013, 275]
play-description: Veselohra v 5 jednáních od Schönthana. bbox=[825, 869, 1040, 881]
ad-title: Zatímné návěští. bbox=[1170, 251, 1368, 276]
row-values: 5·— bbox=[740, 1258, 757, 1269]
